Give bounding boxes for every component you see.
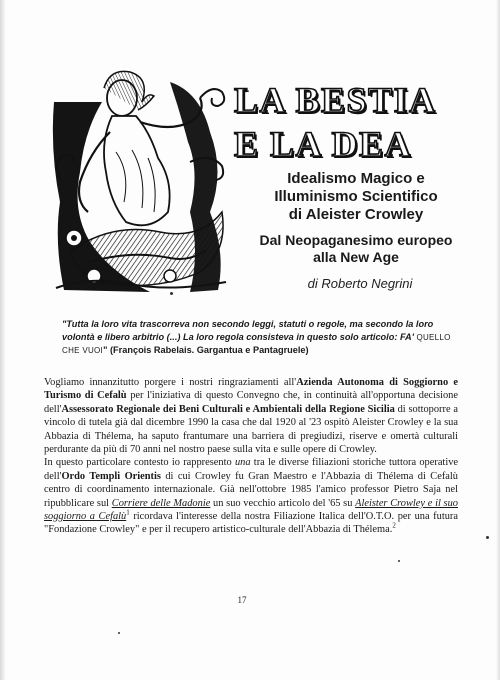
engraving-illustration [50,62,232,294]
scan-speck [170,292,173,295]
subtitle-line-1: Idealismo Magico e [287,170,425,187]
main-title [234,78,474,166]
scan-edge-right [496,0,500,680]
quote-text: "Tutta la loro vita trascorreva non secondo leggi, statuti o regole, ma secondo la loro volontà e libero arbitrio (...) La loro regola consisteva in questo solo articolo: FA' [62,319,434,342]
scan-speck [398,560,400,562]
subtitle [246,170,466,224]
footnote-ref-2: 2 [392,522,396,530]
paragraph-2: In questo particolare contesto io rappresento una tra le diverse filiazioni storiche tuttora operative dell'Ordo Templi Orientis di cui Crowley fu Gran Maestro e l'Abbazia di Thélema di Cefalù centro di coordinamento internazionale. Già nell'ottobre 1985 l'amico professor Pietro Saja nel ripubblicare sul Corriere delle Madonie un suo vecchio articolo del '65 su Aleister Crowley e il suo soggiorno a Cefalù$^1$ ricordava l'interesse della nostra Filiazione Italica dell'O.T.O. per una futura "Fondazione Crowley" e per il recupero artistico-culturale dell'Abbazia di Thélema.$^2$ [44,457,459,536]
subtitle-line-2: Illuminismo Scientifico [274,188,438,205]
secondary-subtitle-line-2: alla New Age [313,249,399,265]
scan-edge-left [0,0,6,680]
body-text [44,376,458,537]
main-title-line-2: E LA DEA [234,124,413,164]
secondary-subtitle [246,232,466,266]
quote-attribution: " (François Rabelais. Gargantua e Pantagruele) [103,345,309,355]
quote-emphasis: QUELLO CHE VUOI [62,332,451,355]
page-number: 17 [237,595,247,605]
author-byline: di Roberto Negrini [307,276,413,291]
epigraph-quote [62,318,462,358]
main-title-line-1: LA BESTIA [234,80,437,120]
paragraph-1: Vogliamo innanzitutto porgere i nostri ringraziamenti all'Azienda Autonoma di Soggiorno e Turismo di Cefalù per l'iniziativa di questo Convegno che, in continuità all'opportuna decisione dell'Assessorato Regionale dei Beni Culturali e Ambientali della Regione Sicilia di sottoporre a vincolo di tutela già dal dicembre 1990 la casa che dal 1920 al '23 ospitò Aleister Crowley e la sua Abbazia di Thélema, ha saputo frantumare una barriera di pregiudizi, riserve e omertà culturali perdurante da più di 70 anni nel nostro paese sulla vita e sulle opere di Crowley. [44,377,458,456]
scan-speck [486,536,489,539]
footnote-ref-1: 1 [126,508,130,517]
scan-speck [118,632,120,634]
subtitle-line-3: di Aleister Crowley [288,206,424,223]
secondary-subtitle-line-1: Dal Neopaganesimo europeo [259,232,453,248]
